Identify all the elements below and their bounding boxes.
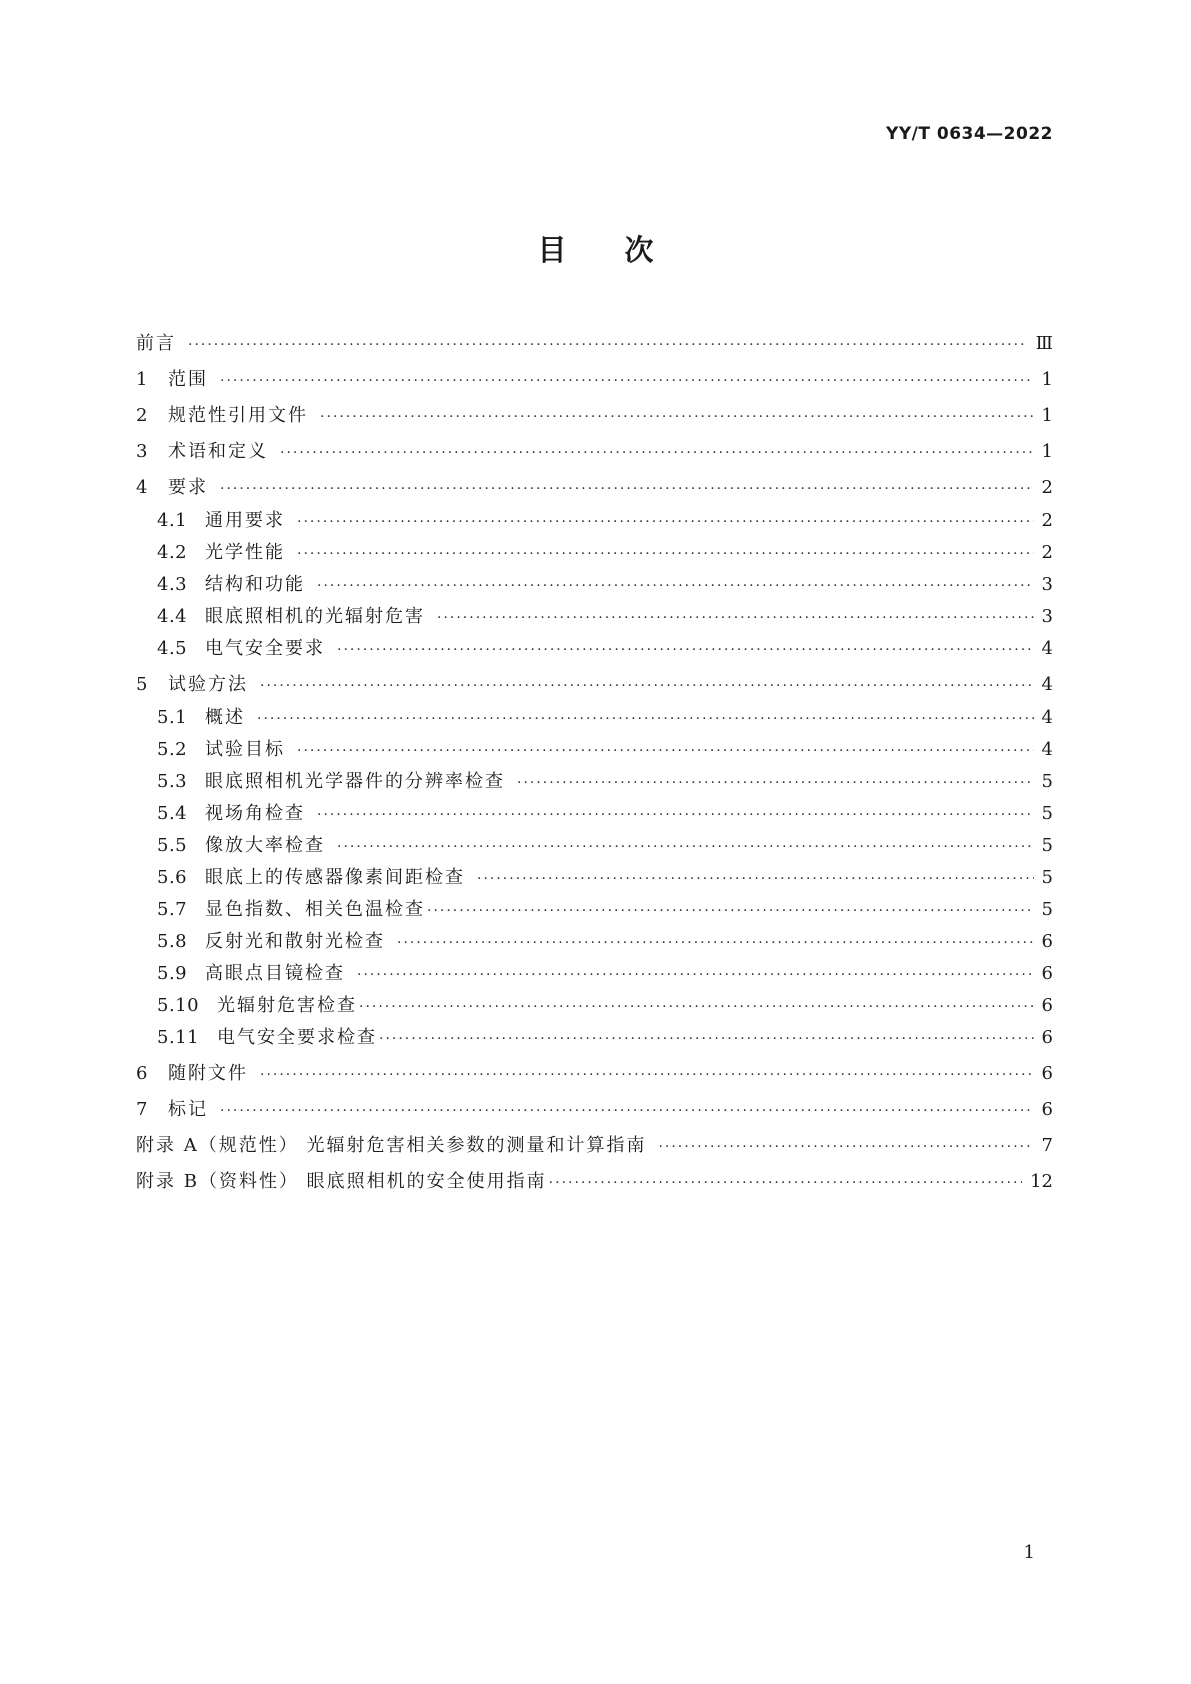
toc-entry-page: 3 [1041,606,1053,627]
toc-entry-label: 电气安全要求检查 [217,1027,377,1048]
toc-entry-page: 12 [1030,1171,1053,1192]
toc-leader-dots [427,900,1034,922]
toc-entry-6[interactable] [136,1063,1053,1086]
toc-entry-number: 5.10 [157,995,200,1016]
toc-entry-label: 试验目标 [205,739,285,760]
document-code: YY/T 0634—2022 [886,124,1053,144]
toc-entry-5-4[interactable] [136,803,1053,826]
toc-entry-page: 4 [1041,707,1053,728]
toc-entry-page: 6 [1041,931,1053,952]
toc-entry-page: 6 [1041,1027,1053,1048]
toc-leader-dots [658,1136,1033,1158]
toc-entry-number: 4.5 [157,638,188,659]
toc-entry-page: 5 [1041,867,1053,888]
toc-entry-page: 5 [1041,899,1053,920]
toc-leader-dots [337,836,1034,858]
toc-entry-page: 1 [1041,441,1053,462]
toc-entry-page: 3 [1041,574,1053,595]
toc-leader-dots [257,708,1034,730]
toc-entry-page: 5 [1041,803,1053,824]
toc-entry-page: 4 [1041,674,1053,695]
toc-entry-label: 术语和定义 [168,441,268,462]
toc-entry-number: 4.3 [157,574,188,595]
toc-entry-label: 反射光和散射光检查 [205,931,385,952]
toc-entry-number: 4.2 [157,542,188,563]
toc-entry-page: 4 [1041,739,1053,760]
page-title: 目次 [537,233,712,267]
toc-leader-dots [337,639,1034,661]
toc-entry-number: 5.3 [157,771,188,792]
toc-entry-5-8[interactable] [136,931,1053,954]
toc-leader-dots [517,772,1034,794]
toc-entry-4-3[interactable] [136,574,1053,597]
toc-entry-page: 1 [1041,405,1053,426]
toc-entry-number: 5.7 [157,899,188,920]
toc-entry-label: 规范性引用文件 [168,405,308,426]
toc-leader-dots [317,804,1034,826]
toc-entry-number: 1 [136,369,148,390]
toc-entry-label: 像放大率检查 [205,835,325,856]
toc-entry-number: 5.5 [157,835,188,856]
toc-entry-label: 高眼点目镜检查 [205,963,345,984]
toc-entry-label: 通用要求 [205,510,285,531]
toc-entry-number: 2 [136,405,148,426]
toc-leader-dots [317,575,1034,597]
toc-leader-dots [477,868,1034,890]
toc-leader-dots [297,511,1034,533]
toc-entry-page: 2 [1041,477,1053,498]
toc-leader-dots [260,1064,1034,1086]
toc-entry-number: 6 [136,1063,148,1084]
toc-entry-foreword[interactable] [136,333,1053,356]
toc-entry-number: 4 [136,477,148,498]
toc-leader-dots [549,1172,1022,1194]
toc-entry-number: 7 [136,1099,148,1120]
toc-entry-label: 范围 [168,369,208,390]
toc-entry-page: 6 [1041,1099,1053,1120]
toc-entry-label: 标记 [168,1099,208,1120]
toc-leader-dots [220,478,1034,500]
toc-entry-number: 5.6 [157,867,188,888]
toc-entry-5-2[interactable] [136,739,1053,762]
toc-entry-label: 显色指数、相关色温检查 [205,899,425,920]
toc-leader-dots [359,996,1034,1018]
toc-leader-dots [397,932,1034,954]
toc-entry-4-5[interactable] [136,638,1053,661]
toc-entry-label: 随附文件 [168,1063,248,1084]
toc-entry-number: 4.4 [157,606,188,627]
toc-entry-number: 3 [136,441,148,462]
toc-entry-label: 眼底上的传感器像素间距检查 [205,867,465,888]
toc-entry-page: 2 [1041,510,1053,531]
toc-entry-number: 5.11 [157,1027,200,1048]
table-of-contents [136,333,1053,1194]
toc-entry-label: 眼底照相机的光辐射危害 [205,606,425,627]
toc-entry-page: 4 [1041,638,1053,659]
toc-entry-page: 1 [1041,369,1053,390]
toc-leader-dots [437,607,1034,629]
toc-entry-annex-a[interactable] [136,1135,1053,1158]
toc-entry-5-7[interactable] [136,899,1053,922]
toc-entry-5-11[interactable] [136,1027,1053,1050]
toc-entry-label: 结构和功能 [205,574,305,595]
toc-entry-7[interactable] [136,1099,1053,1122]
toc-entry-5-3[interactable] [136,771,1053,794]
toc-entry-label: 附录 B（资料性） 眼底照相机的安全使用指南 [136,1171,547,1192]
toc-entry-page: 7 [1041,1135,1053,1156]
toc-entry-5-9[interactable] [136,963,1053,986]
toc-entry-5-10[interactable] [136,995,1053,1018]
toc-entry-number: 5.2 [157,739,188,760]
toc-entry-1[interactable] [136,369,1053,392]
page-number: 1 [1023,1542,1035,1563]
toc-entry-5-1[interactable] [136,707,1053,730]
toc-entry-page: 6 [1041,963,1053,984]
toc-entry-5-6[interactable] [136,867,1053,890]
toc-entry-label: 前言 [136,333,176,354]
toc-entry-label: 试验方法 [168,674,248,695]
toc-entry-label: 概述 [205,707,245,728]
toc-entry-5[interactable] [136,674,1053,697]
toc-entry-number: 5 [136,674,148,695]
toc-leader-dots [320,406,1034,428]
toc-leader-dots [188,334,1028,356]
toc-entry-page: 2 [1041,542,1053,563]
toc-entry-2[interactable] [136,405,1053,428]
toc-entry-annex-b[interactable] [136,1171,1053,1194]
toc-entry-number: 4.1 [157,510,188,531]
toc-leader-dots [297,543,1034,565]
toc-entry-3[interactable] [136,441,1053,464]
toc-entry-label: 要求 [168,477,208,498]
toc-leader-dots [220,370,1034,392]
toc-entry-page: Ⅲ [1035,333,1053,354]
toc-entry-4-1[interactable] [136,510,1053,533]
toc-entry-5-5[interactable] [136,835,1053,858]
toc-entry-label: 眼底照相机光学器件的分辨率检查 [205,771,505,792]
toc-entry-page: 5 [1041,771,1053,792]
toc-entry-number: 5.4 [157,803,188,824]
toc-entry-4-4[interactable] [136,606,1053,629]
toc-entry-number: 5.1 [157,707,188,728]
toc-leader-dots [220,1100,1034,1122]
toc-entry-number: 5.8 [157,931,188,952]
toc-leader-dots [297,740,1034,762]
toc-entry-label: 电气安全要求 [205,638,325,659]
toc-leader-dots [280,442,1034,464]
toc-entry-4[interactable] [136,477,1053,500]
toc-entry-number: 5.9 [157,963,188,984]
toc-entry-page: 6 [1041,1063,1053,1084]
toc-entry-page: 5 [1041,835,1053,856]
toc-entry-label: 光学性能 [205,542,285,563]
toc-entry-page: 6 [1041,995,1053,1016]
toc-entry-4-2[interactable] [136,542,1053,565]
toc-leader-dots [260,675,1034,697]
toc-entry-label: 附录 A（规范性） 光辐射危害相关参数的测量和计算指南 [136,1135,647,1156]
toc-entry-label: 视场角检查 [205,803,305,824]
toc-leader-dots [357,964,1034,986]
toc-entry-label: 光辐射危害检查 [217,995,357,1016]
toc-leader-dots [379,1028,1034,1050]
